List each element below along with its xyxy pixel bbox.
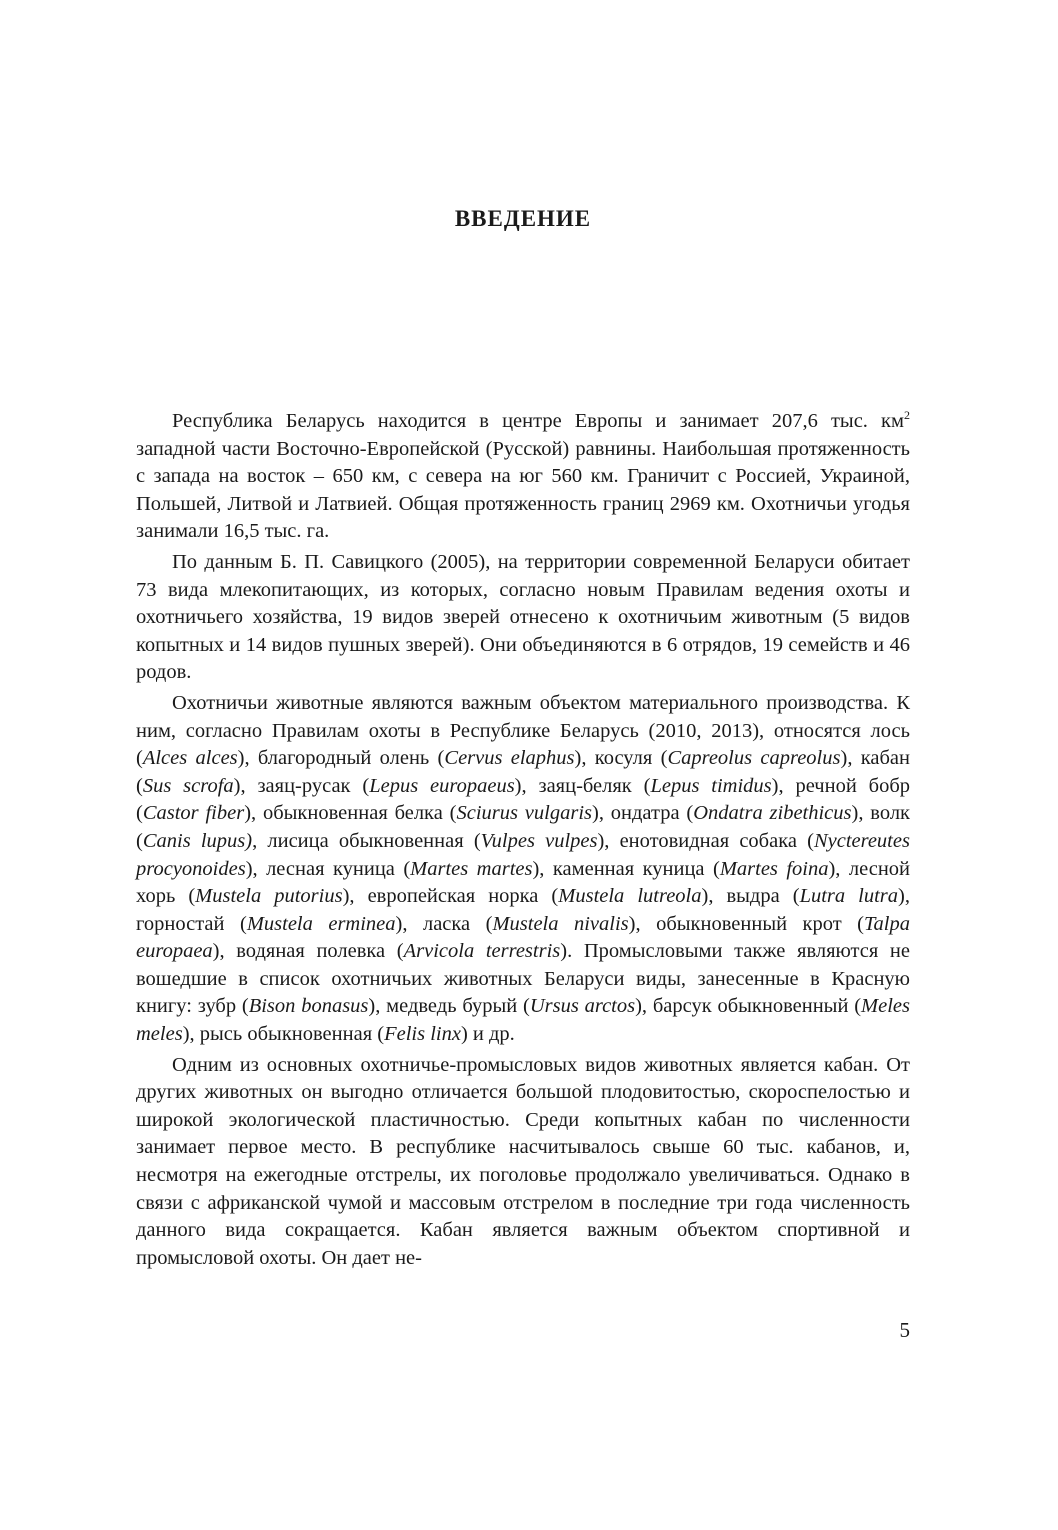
species-latin-name: Cervus elaphus [444,747,575,770]
paragraph-3-segment: , лисица обыкновенная ( [252,829,481,852]
species-latin-name: Lepus europaeus [369,774,515,797]
paragraph-3-segment: ), каменная куница ( [532,857,720,880]
paragraph-3-segment: ), речной бобр ( [136,774,911,825]
species-latin-name: Talpa europaea [136,912,910,963]
species-latin-name: Mustela erminea [246,912,396,935]
paragraph-3-segment: ), барсук обыкновенный ( [635,995,862,1018]
species-latin-name: Martes martes [410,857,533,880]
species-latin-name: Martes foina [719,857,829,880]
species-latin-name: Bison bonasus [248,995,369,1018]
paragraph-3-segment: ), горностай ( [136,885,910,935]
species-latin-name: Vulpes vulpes [480,829,598,852]
paragraph-3-segment: ), благородный олень ( [237,747,445,770]
paragraph-3-segment: ), обыкновенный крот ( [628,912,865,935]
paragraph-3-segment: ), медведь бурый ( [368,995,530,1018]
paragraph-3-segment: ), обыкновенная белка ( [244,802,457,825]
paragraph-3-segment: ), ондатра ( [592,802,694,825]
species-latin-name: Nyctereutes procyonoides [136,829,910,880]
body-text [136,408,910,1275]
species-latin-name: Arvicola terrestris [403,940,561,963]
paragraph-3-segment: ), енотовидная собака ( [597,829,814,852]
species-latin-name: Canis lupus) [142,829,253,852]
species-latin-name: Ondatra zibethicus [693,802,852,825]
species-latin-name: Lutra lutra [799,885,899,908]
species-latin-name: Mustela lutreola [558,885,702,908]
species-latin-name: Mustela nivalis [492,912,629,935]
paragraph-3-segment: ), выдра ( [701,885,800,908]
paragraph-3-segment: ), волк ( [136,802,911,852]
species-latin-name: Capreolus capreolus [667,747,841,770]
paragraph-3-segment: ), европейская норка ( [342,885,559,908]
paragraph-3-segment: ), лесная куница ( [245,857,411,880]
paragraph-3-segment: ), ласка ( [395,912,493,935]
species-latin-name: Ursus arctos [529,995,636,1018]
paragraph-3-segment: ), заяц-русак ( [233,774,370,797]
paragraph-4: Одним из основных охотничье-промысловых видов животных является кабан. От других животных он выгодно отличается большой плодовитостью, скороспелостью и широкой экологической пластичностью. Среди копытных кабан по численности занимает первое место. В республике насчитывалось свыше 60 тыс. кабанов, и, несмотря на ежегодные отстрелы, их поголовье продолжало увеличиваться. Однако в связи с африканской чумой и массовым отстрелом в последние три года численность данного вида сокращается. Кабан является важным объектом спортивной и промысловой охоты. Он дает не- [136,1053,910,1269]
page-number: 5 [899,1318,910,1342]
paragraph-3-segment: ) и др. [460,1023,515,1046]
species-latin-name: Lepus timidus [650,774,772,797]
paragraph-3-segment: ), заяц-беляк ( [514,774,651,797]
species-latin-name: Mustela putorius [195,885,343,908]
paragraph-3-segment: ), кабан ( [136,747,910,797]
species-latin-name: Sciurus vulgaris [456,802,592,825]
species-latin-name: Castor fiber [142,802,245,825]
species-latin-name: Felis linx [384,1023,461,1046]
paragraph-3-segment: ). Промысловыми также являются не вошедшие в список охотничьих животных Беларуси виды, занесенные в Красную книгу: зубр ( [136,940,910,1018]
paragraph-1-rest: западной части Восточно-Европейской (Русской) равнины. Наибольшая протяженность с запада на восток – 650 км, с севера на юг 560 км. Граничит с Россией, Украиной, Польшей, Литвой и Латвией. Общая протяженность границ 2969 км. Охотничьи угодья занимали 16,5 тыс. га. [136,437,910,543]
paragraph-3-segment: ), водяная полевка ( [212,940,404,963]
paragraph-3-segment: Охотничьи животные являются важным объектом материального производства. К ним, согласно Правилам охоты в Республике Беларусь (2010, 2013), относятся лось ( [136,691,910,770]
superscript: 2 [904,408,910,423]
species-latin-name: Alces alces [142,747,238,770]
paragraph-3-segment: ), косуля ( [574,747,668,770]
chapter-title: ВВЕДЕНИЕ [454,206,592,231]
paragraph-2: По данным Б. П. Савицкого (2005), на территории современной Беларуси обитает 73 вида млекопитающих, из которых, согласно новым Правилам ведения охоты и охотничьего хозяйства, 19 видов зверей отнесено к охотничьим животным (5 видов копытных и 14 видов пушных зверей). Они объединяются в 6 отрядов, 19 семейств и 46 родов. [136,550,910,684]
species-latin-name: Sus scrofa [142,774,234,797]
paragraph-1 [136,408,910,546]
paragraph-1-text: Республика Беларусь находится в центре Европы и занимает 207,6 тыс. км [172,410,904,432]
paragraph-3-segment: ), лесной хорь ( [136,857,911,908]
species-latin-name: Meles meles [136,995,910,1046]
paragraph-3 [136,690,910,1049]
paragraph-3-segment: ), рысь обыкновенная ( [182,1023,385,1046]
